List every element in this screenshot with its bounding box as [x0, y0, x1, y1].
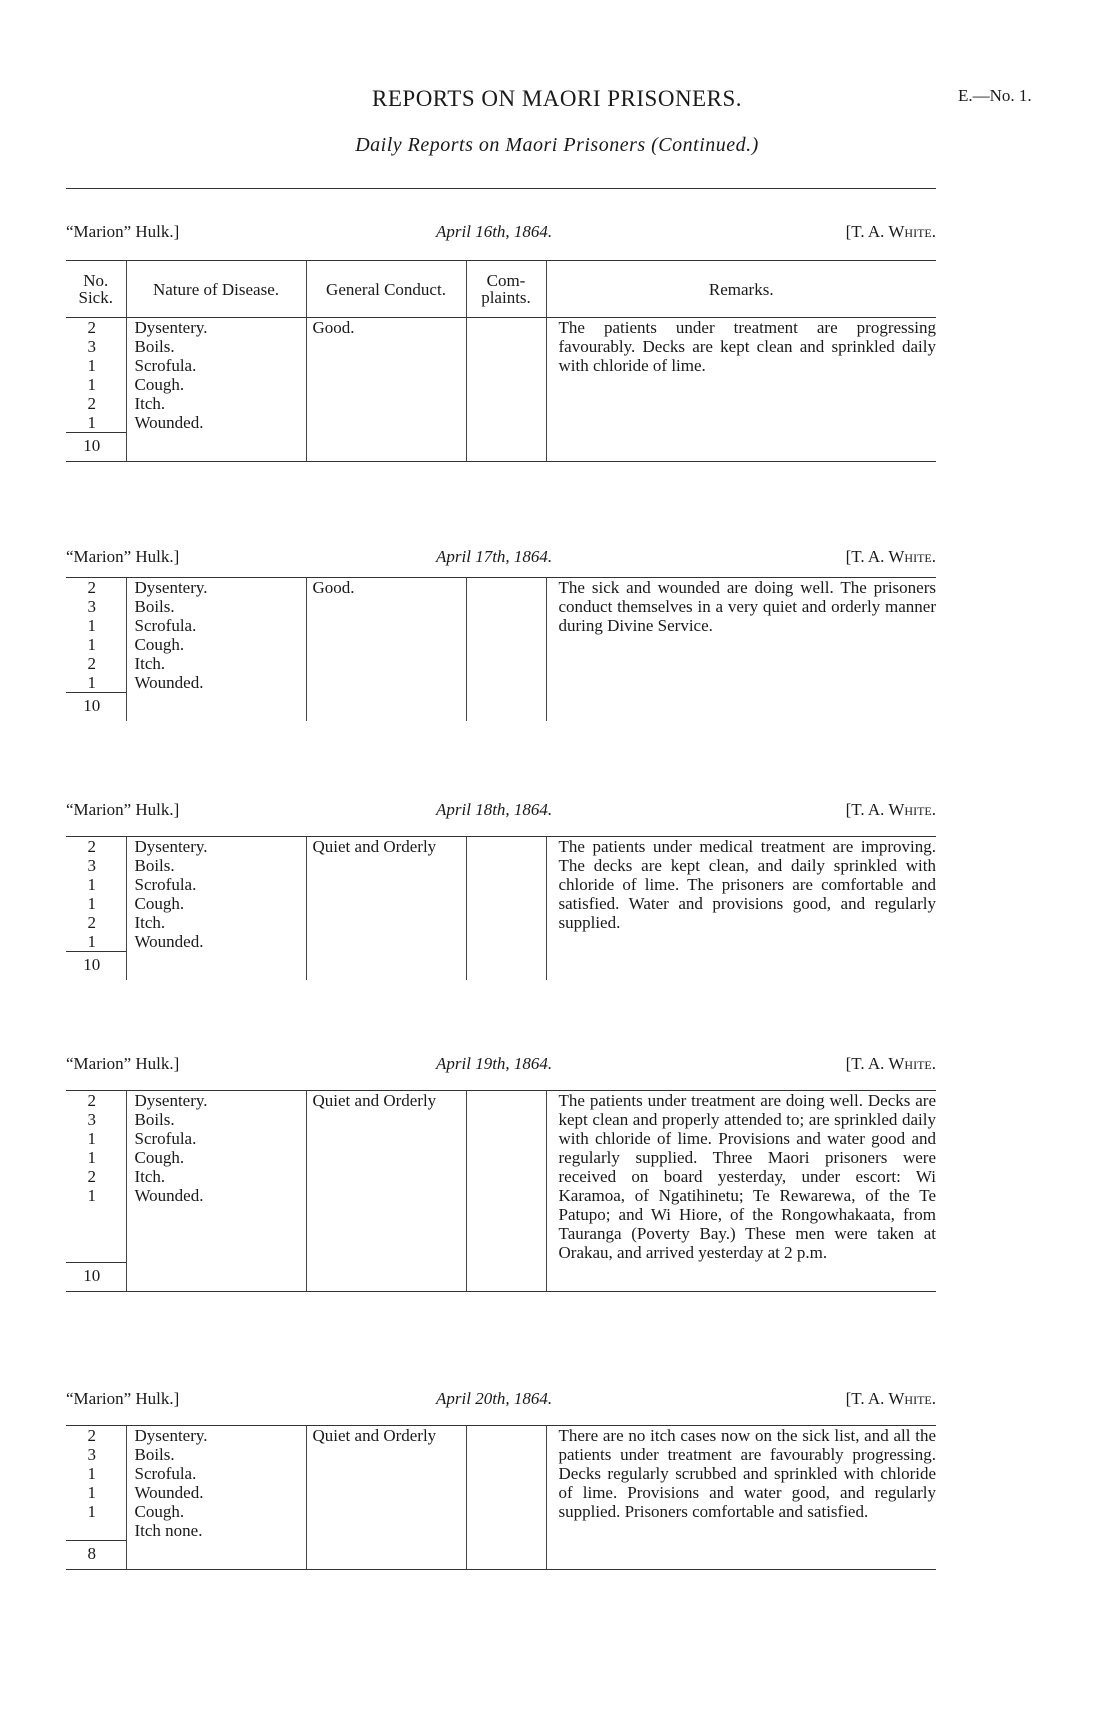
column-header-row [66, 261, 936, 318]
complaints [466, 318, 546, 433]
report-header [66, 800, 936, 826]
report-rule [66, 1291, 936, 1292]
report-header [66, 1389, 936, 1415]
officer-name: [T. A. White. [845, 222, 936, 241]
complaints [466, 837, 546, 952]
report-rule [66, 1569, 936, 1570]
table-row [66, 837, 936, 952]
hulk-name: “Marion” Hulk.] [66, 222, 180, 241]
remarks: The sick and wounded are doing well. The prisoners conduct themselves in a very quiet and orderly manner during Divine Service. [546, 578, 936, 693]
general-conduct: Good. [306, 578, 466, 693]
complaints [466, 1091, 546, 1262]
sick-counts: 2 3 1 1 2 1 [87, 578, 96, 692]
hulk-name: “Marion” Hulk.] [66, 547, 180, 566]
table-row [66, 1091, 936, 1262]
sick-counts: 2 3 1 1 2 1 [87, 1091, 96, 1205]
col-remarks: Remarks. [546, 261, 936, 318]
disease-list: Dysentery. Boils. Scrofula. Wounded. Cough. Itch none. [126, 1426, 306, 1540]
page-title: REPORTS ON MAORI PRISONERS. [372, 86, 742, 111]
disease-list: Dysentery. Boils. Scrofula. Cough. Itch. Wounded. [126, 578, 306, 693]
report-date: April 16th, 1864. [436, 222, 553, 241]
report-rule [66, 461, 936, 462]
sick-counts: 2 3 1 1 2 1 [87, 837, 96, 951]
report-date: April 19th, 1864. [436, 1054, 553, 1073]
hulk-name: “Marion” Hulk.] [66, 1389, 180, 1408]
remarks: The patients under medical treatment are improving. The decks are kept clean, and daily sprinkled with chloride of lime. The prisoners are comfortable and satisfied. Water and provisions good, and regularly supplied. [546, 837, 936, 952]
col-complaints: Com- plaints. [466, 261, 546, 318]
daily-report [66, 1054, 936, 1292]
col-general-conduct: General Conduct. [306, 261, 466, 318]
total-row [66, 693, 936, 722]
daily-report [66, 800, 936, 980]
total-row [66, 1540, 936, 1569]
remarks: The patients under treatment are progressing favourably. Decks are kept clean and sprinkled daily with chloride of lime. [546, 318, 936, 433]
page-code: E.—No. 1. [958, 86, 1032, 105]
daily-report [66, 547, 936, 721]
complaints [466, 1426, 546, 1540]
table-row [66, 318, 936, 433]
sick-counts: 2 3 1 1 2 1 [87, 318, 96, 432]
report-header [66, 1054, 936, 1080]
report-date: April 20th, 1864. [436, 1389, 553, 1408]
officer-name: [T. A. White. [845, 547, 936, 566]
total-sick: 8 [66, 1540, 126, 1569]
report-table [66, 1426, 936, 1569]
report-table [66, 1091, 936, 1291]
officer-name: [T. A. White. [845, 1054, 936, 1073]
general-conduct: Quiet and Orderly [306, 1426, 466, 1540]
remarks: There are no itch cases now on the sick list, and all the patients under treatment are favourably progressing. Decks regularly scrubbed and sprinkled with chloride of lime. Provisions and water good, and regularly supplied. Prisoners comfortable and satisfied. [546, 1426, 936, 1540]
daily-report [66, 1389, 936, 1570]
col-no-sick: No. Sick. [66, 261, 126, 318]
total-row [66, 1262, 936, 1291]
disease-list: Dysentery. Boils. Scrofula. Cough. Itch. Wounded. [126, 1091, 306, 1262]
report-date: April 17th, 1864. [436, 547, 553, 566]
total-sick: 10 [66, 693, 126, 722]
disease-list: Dysentery. Boils. Scrofula. Cough. Itch. Wounded. [126, 318, 306, 433]
general-conduct: Quiet and Orderly [306, 1091, 466, 1262]
remarks: The patients under treatment are doing well. Decks are kept clean and properly attended to; are sprinkled daily with chloride of lime. Provisions and water good and regularly supplied. Three Maori prisoners were received on board yesterday, under escort: Wi Karamoa, of Ngatihinetu; Te Rewarewa, of the Te Patupo; and Wi Hiore, of the Rongowhakaata, from Tauranga (Poverty Bay.) These men were taken at Orakau, and arrived yesterday at 2 p.m. [546, 1091, 936, 1262]
total-row [66, 433, 936, 462]
general-conduct: Quiet and Orderly [306, 837, 466, 952]
report-date: April 18th, 1864. [436, 800, 553, 819]
total-row [66, 952, 936, 981]
table-row [66, 578, 936, 693]
hulk-name: “Marion” Hulk.] [66, 1054, 180, 1073]
hulk-name: “Marion” Hulk.] [66, 800, 180, 819]
total-sick: 10 [66, 952, 126, 981]
total-sick: 10 [66, 433, 126, 462]
col-nature-of-disease: Nature of Disease. [126, 261, 306, 318]
report-header [66, 222, 936, 248]
report-table [66, 260, 936, 461]
complaints [466, 578, 546, 693]
daily-report [66, 222, 936, 462]
page-subtitle: Daily Reports on Maori Prisoners (Continued.) [355, 134, 759, 156]
officer-name: [T. A. White. [845, 800, 936, 819]
report-table [66, 578, 936, 721]
title-rule [66, 188, 936, 189]
report-table [66, 837, 936, 980]
officer-name: [T. A. White. [845, 1389, 936, 1408]
sick-counts: 2 3 1 1 1 [87, 1426, 96, 1521]
disease-list: Dysentery. Boils. Scrofula. Cough. Itch. Wounded. [126, 837, 306, 952]
general-conduct: Good. [306, 318, 466, 433]
total-sick: 10 [66, 1262, 126, 1291]
report-header [66, 547, 936, 573]
table-row [66, 1426, 936, 1540]
